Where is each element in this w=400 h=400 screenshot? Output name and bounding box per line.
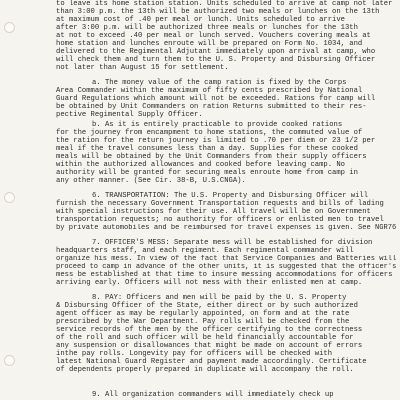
text-line: & Disbursing Officer of the State, either direct or by such authorized xyxy=(56,302,358,310)
text-line: for the journey from encampment to home stations, the commuted value of xyxy=(56,129,363,137)
text-line: of dependents properly prepared in duplicate will accompany the roll. xyxy=(56,366,354,374)
text-line: headquarters staff, and each regiment. Each regimental commander will xyxy=(56,247,354,255)
text-line: of the roll and such officer will be held financially accountable for xyxy=(56,334,354,342)
text-line: transportation requests; no authority for officers or enlisted men to travel xyxy=(56,216,384,224)
text-line: delivered to the Regimental Adjutant immediately upon arrival at camp, who xyxy=(56,48,376,56)
text-line: any other manner. (See Cir. 38-B, U.S.CNGA). xyxy=(56,177,246,185)
text-line: latest National Guard Register and payment made accordingly. Certificate xyxy=(56,358,367,366)
text-line: prescribed by the War Department. Pay rolls will be checked from the xyxy=(56,318,350,326)
text-line: authority will be granted for securing meals enroute home from camp in xyxy=(56,169,358,177)
text-line: 9. All organization commanders will immediately check up xyxy=(92,391,334,399)
text-line: at maximum cost of .40 per meal or lunch. Units scheduled to arrive xyxy=(56,16,345,24)
text-line: Guard Regulations which amount will not be exceeded. Rations for camp will xyxy=(56,95,376,103)
text-line: 6. TRANSPORTATION: The U.S. Property and Disbursing Officer will xyxy=(92,192,369,200)
text-line: pective Regimental Supply Officer. xyxy=(56,111,203,119)
text-line: service records of the men by the officer certifying to the correctness xyxy=(56,326,363,334)
text-line: proceed to camp in advance of the other units, it is suggested that the officer's xyxy=(56,263,397,271)
text-line: arriving early. Officers will not mess with their enlisted men at camp. xyxy=(56,279,363,287)
text-line: the ration for the return journey is limited to .70 per diem or 23 1/2 per xyxy=(56,137,376,145)
text-line: after 3:00 p.m. will be authorized three meals or lunches for the 13th xyxy=(56,24,358,32)
text-line: to leave its home station station. Units scheduled to arrive at camp not later xyxy=(56,0,393,8)
text-line: Area Commander within the maximum of fifty cents prescribed by National xyxy=(56,87,363,95)
text-line: than 3:00 p.m. the 13th will be authorized two meals or lunches on the 13th xyxy=(56,8,380,16)
text-line: furnish the necessary Government Transportation requests and bills of lading xyxy=(56,200,384,208)
text-line: at not to exceed .40 per meal or lunch served. Vouchers covering meals at xyxy=(56,32,371,40)
text-line: not later than August 15 for settlement. xyxy=(56,64,229,72)
text-line: a. The money value of the camp ration is fixed by the Corps xyxy=(92,79,347,87)
text-line: be obtained by Unit Commanders on ration Returns submitted to their res- xyxy=(56,103,367,111)
text-line: inthe pay rolls. Longevity pay for officers will be checked with xyxy=(56,350,333,358)
text-line: any suspension or disallowances that might be made on account of errors xyxy=(56,342,363,350)
text-line: with special instructions for their use. All travel will be on Government xyxy=(56,208,371,216)
text-line: by private automobiles and be reimbursed for travel expenses is given. See NGR76 xyxy=(56,224,397,232)
text-line: home station and lunches enroute will be prepared on Form No. 1034, and xyxy=(56,40,363,48)
text-line: mess be established at that time to insure messing accommodations for officers xyxy=(56,271,393,279)
text-line: b. As it is entirely practicable to provide cooked rations xyxy=(92,121,343,129)
text-line: organize his mess. In view of the fact that Service Companies and Batteries will xyxy=(56,255,397,263)
text-line: meals will be obtained by the Unit Commanders from their supply officers xyxy=(56,153,367,161)
text-line: meal if the travel consumes less than a day. Supplies for these cooked xyxy=(56,145,358,153)
text-line: 7. OFFICER'S MESS: Separate mess will be established for division xyxy=(92,239,373,247)
text-line: 8. PAY: Officers and men will be paid by the U. S. Property xyxy=(92,294,347,302)
text-line: will check them and turn them to the U. S. Property and Disbursing Officer xyxy=(56,56,376,64)
text-line: agent officer as may be regularly appointed, on form and at the rate xyxy=(56,310,350,318)
text-line: within the authorized allowances and cooked before leaving camp. No xyxy=(56,161,345,169)
